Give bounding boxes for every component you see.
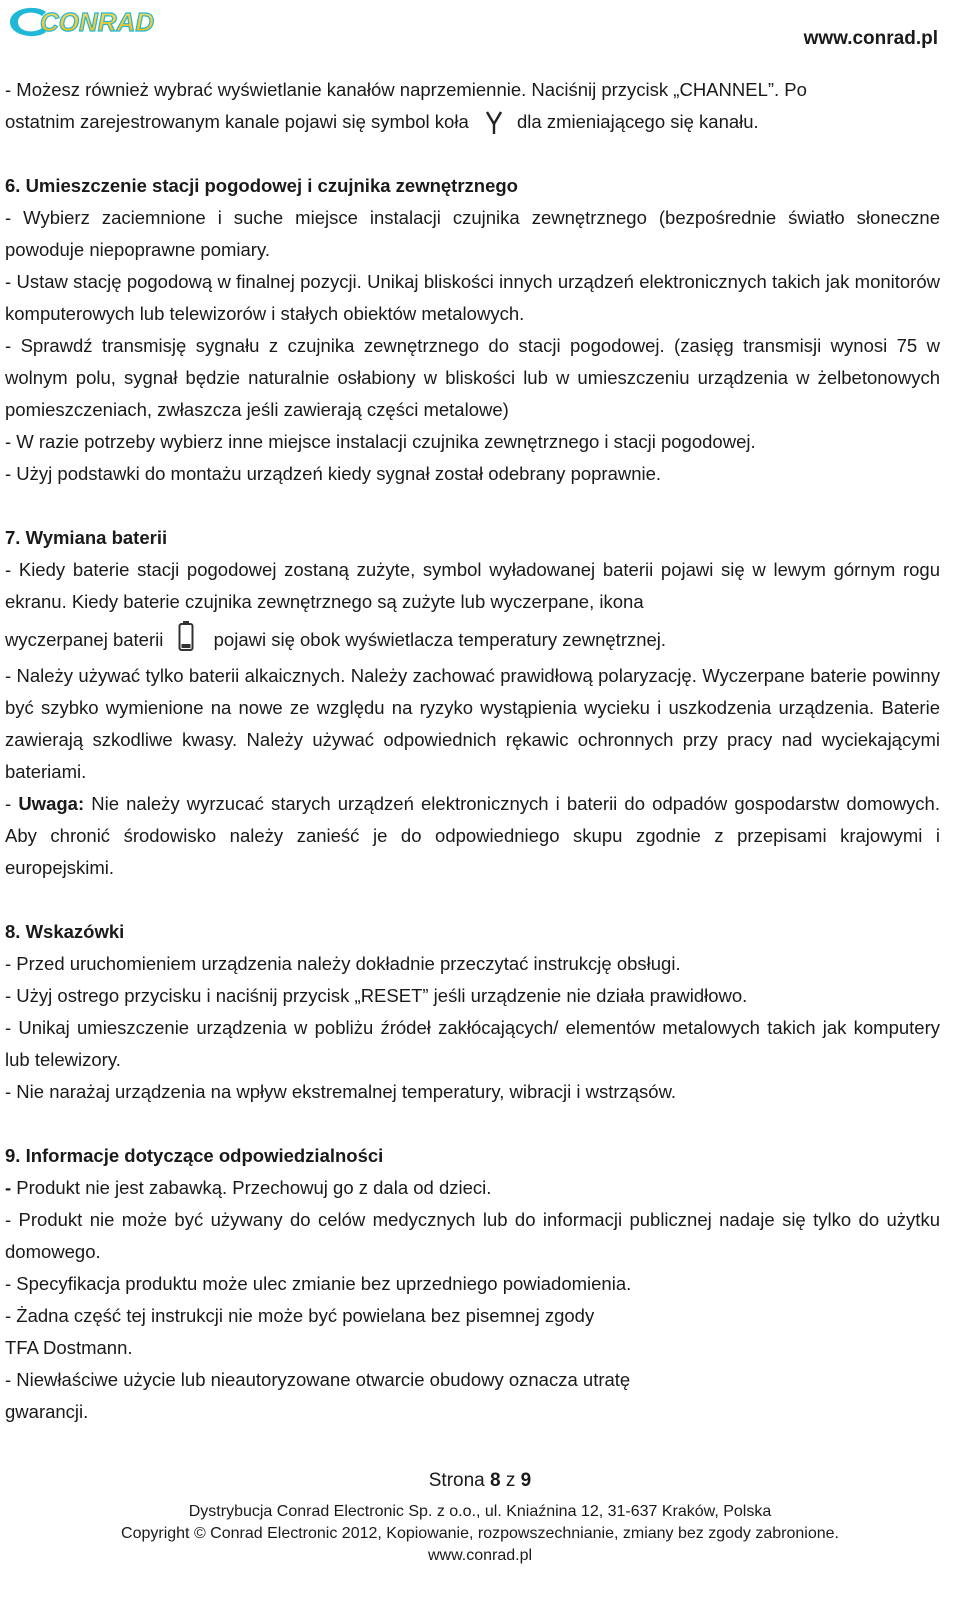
- svg-text:CONRAD: CONRAD: [40, 7, 155, 37]
- s9-p1: - Produkt nie jest zabawką. Przechowuj go z dala od dzieci.: [5, 1177, 492, 1199]
- conrad-logo: [6, 2, 162, 42]
- site-url: www.conrad.pl: [803, 28, 938, 49]
- s6-p2: - Ustaw stację pogodową w finalnej pozycji. Unikaj bliskości innych urządzeń elektronicznych takich jak monitorów komputerowych lub telewizorów i stałych obiektów metalowych.: [5, 271, 940, 325]
- s9-p4a: - Żadna część tej instrukcji nie może być powielana bez pisemnej zgody: [5, 1305, 595, 1327]
- footer-distribution: Dystrybucja Conrad Electronic Sp. z o.o., ul. Kniaźnina 12, 31-637 Kraków, Polska: [188, 1503, 772, 1520]
- antenna-icon: [484, 108, 504, 138]
- section-9-title: 9. Informacje dotyczące odpowiedzialności: [5, 1145, 384, 1167]
- s7-p1: - Kiedy baterie stacji pogodowej zostaną zużyte, symbol wyładowanej baterii pojawi się w lewym górnym rogu ekranu. Kiedy baterie czujnika zewnętrznego są zużyte lub wyczerpane, ikona: [5, 559, 940, 613]
- section-8-title: 8. Wskazówki: [5, 921, 125, 943]
- battery-icon: [177, 620, 195, 652]
- s8-p2: - Użyj ostrego przycisku i naciśnij przycisk „RESET” jeśli urządzenie nie działa prawidłowo.: [5, 985, 748, 1007]
- s9-p5b: gwarancji.: [5, 1401, 89, 1423]
- intro-line1: - Możesz również wybrać wyświetlanie kanałów naprzemiennie. Naciśnij przycisk „CHANNEL”. Po: [5, 79, 807, 100]
- section-6-title: 6. Umieszczenie stacji pogodowej i czujnika zewnętrznego: [5, 175, 518, 197]
- s6-p1: - Wybierz zaciemnione i suche miejsce instalacji czujnika zewnętrznego (bezpośrednie światło słoneczne powoduje niepoprawne pomiary.: [5, 207, 940, 261]
- s6-p4: - W razie potrzeby wybierz inne miejsce instalacji czujnika zewnętrznego i stacji pogodowej.: [5, 431, 756, 453]
- footer-url: www.conrad.pl: [427, 1547, 533, 1564]
- s6-p5: - Użyj podstawki do montażu urządzeń kiedy sygnał został odebrany poprawnie.: [5, 463, 662, 485]
- s7-p2: - Należy używać tylko baterii alkaicznych. Należy zachować prawidłową polaryzację. Wyczerpane baterie powinny być szybko wymienione na nowe ze względu na ryzyko wystąpienia wycieku i uszkodzenia urządzenia. Baterie zawierają szkodliwe kwasy. Należy używać odpowiednich rękawic ochronnych przy pracy nad wyciekającymi bateriami.: [5, 665, 940, 783]
- s9-p2: - Produkt nie może być używany do celów medycznych lub do informacji publicznej nadaje się tylko do użytku domowego.: [5, 1209, 940, 1263]
- s8-p4: - Nie narażaj urządzenia na wpływ ekstremalnej temperatury, wibracji i wstrząsów.: [5, 1081, 677, 1103]
- s7-p3: - Uwaga: Nie należy wyrzucać starych urządzeń elektronicznych i baterii do odpadów gospodarstw domowych. Aby chronić środowisko należy zanieść je do odpowiedniego skupu zgodnie z przepisami krajowymi i europejskimi.: [5, 793, 940, 879]
- s8-p1: - Przed uruchomieniem urządzenia należy dokładnie przeczytać instrukcję obsługi.: [5, 953, 681, 975]
- s9-p3: - Specyfikacja produktu może ulec zmianie bez uprzedniego powiadomienia.: [5, 1273, 632, 1295]
- s8-p3: - Unikaj umieszczenie urządzenia w pobliżu źródeł zakłócających/ elementów metalowych takich jak komputery lub telewizory.: [5, 1017, 940, 1071]
- footer-copyright: Copyright © Conrad Electronic 2012, Kopiowanie, rozpowszechnianie, zmiany bez zgody zabronione.: [121, 1525, 839, 1542]
- page-number: Strona 8 z 9: [428, 1470, 532, 1491]
- document-body: [5, 74, 940, 1428]
- s9-p5a: - Niewłaściwe użycie lub nieautoryzowane otwarcie obudowy oznacza utratę: [5, 1369, 631, 1391]
- section-7-title: 7. Wymiana baterii: [5, 527, 168, 549]
- s6-p3: - Sprawdź transmisję sygnału z czujnika zewnętrznego do stacji pogodowej. (zasięg transmisji wynosi 75 w wolnym polu, sygnał będzie naturalnie osłabiony w bliskości lub w umieszczeniu urządzenia w żelbetonowych pomieszczeniach, zwłaszcza jeśli zawierają części metalowe): [5, 335, 940, 421]
- s9-p4b: TFA Dostmann.: [5, 1337, 133, 1359]
- intro-line2: ostatnim zarejestrowanym kanale pojawi się symbol koła dla zmieniającego się kanału.: [5, 106, 940, 138]
- s7-p1-icon-line: wyczerpanej baterii pojawi się obok wyświetlacza temperatury zewnętrznej.: [5, 624, 940, 656]
